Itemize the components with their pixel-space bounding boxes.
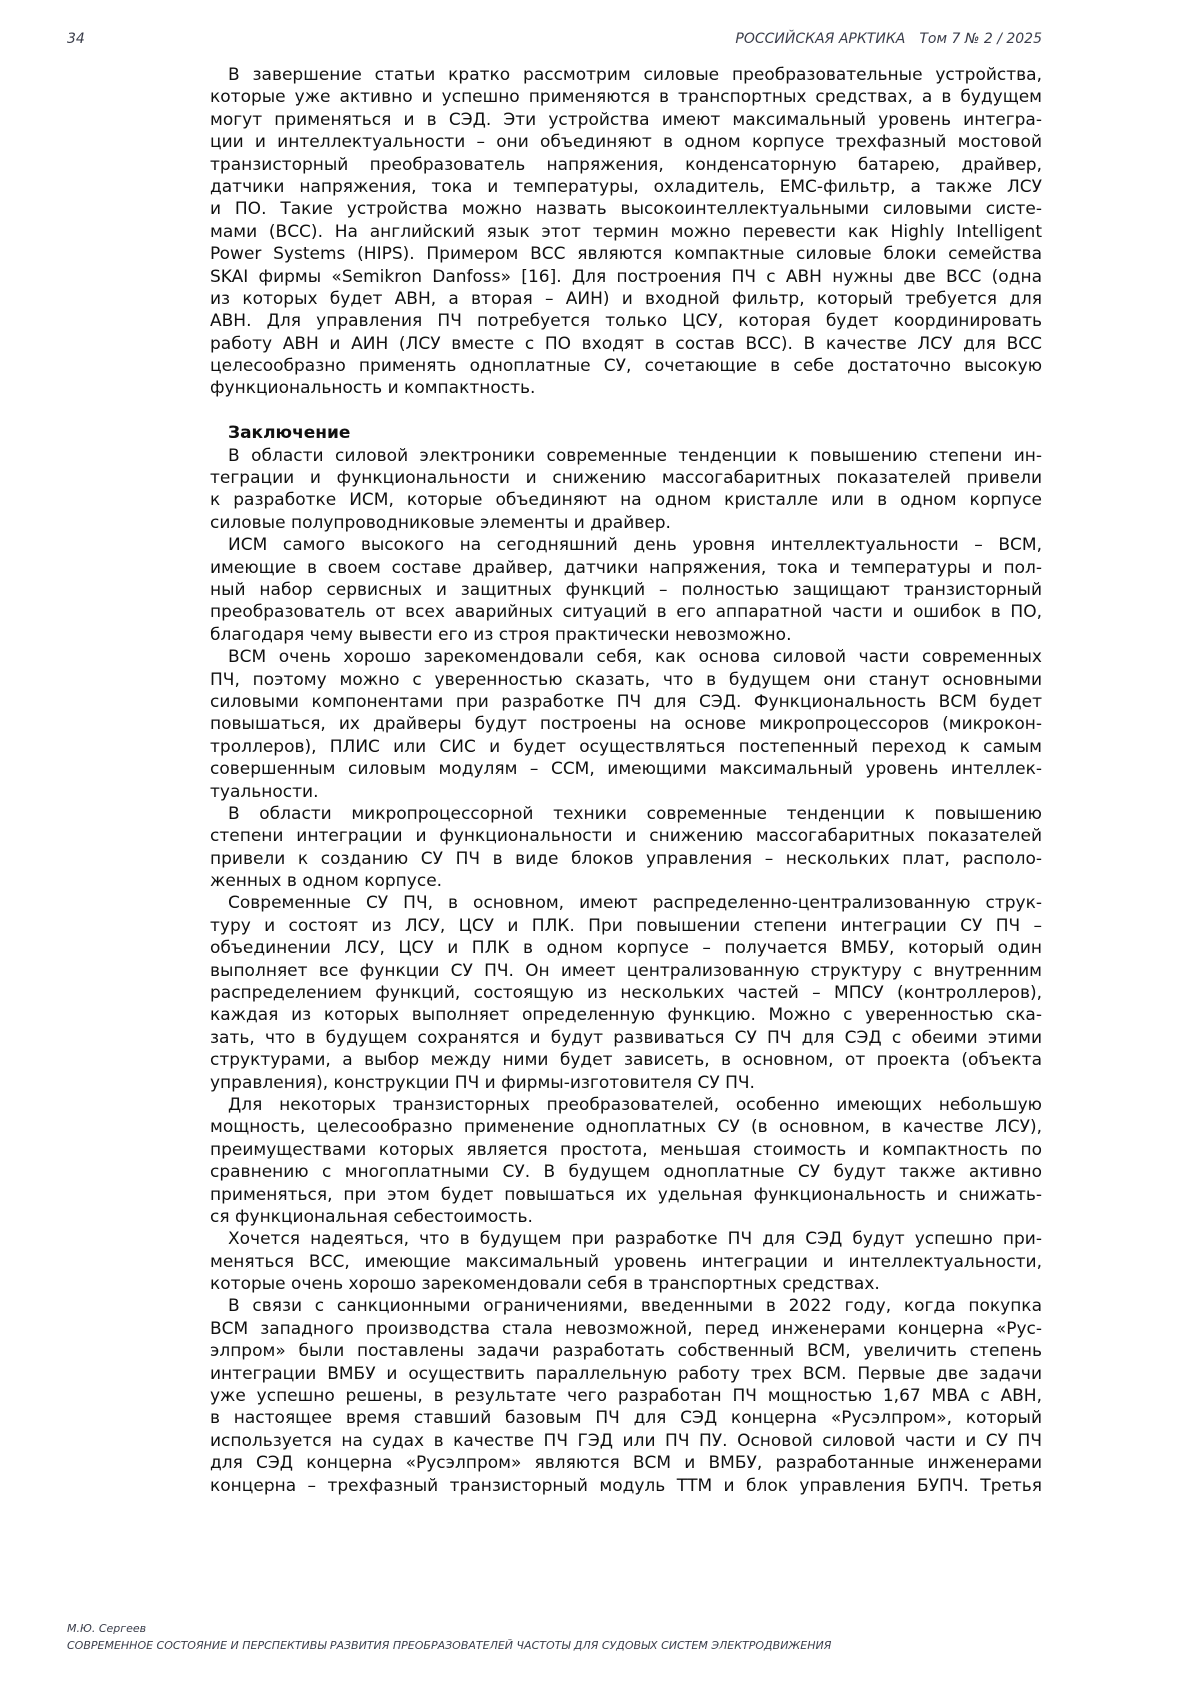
text-line: ции и интеллектуальности – они объединяют в одном корпусе трехфазный мостовой [210,132,1042,153]
text-line: В связи с санкционными ограничениями, введенными в 2022 году, когда покупка [228,1296,1042,1317]
paragraph [210,64,1042,400]
article-section-conclusion [210,445,1042,1497]
text-line: могут применяться и в СЭД. Эти устройства имеют максимальный уровень интегра- [210,109,1042,130]
issue-info: Том 7 № 2 / 2025 [919,31,1042,47]
text-line: зать, что в будущем сохранятся и будут развиваться СУ ПЧ для СЭД с обеими этими [210,1027,1042,1048]
text-line: сравнению с многоплатными СУ. В будущем одноплатные СУ будут также активно [210,1162,1042,1183]
text-line: которые очень хорошо зарекомендовали себя в транспортных средствах. [210,1274,880,1295]
text-line: функциональность и компактность. [210,378,536,399]
journal-title: РОССИЙСКАЯ АРКТИКА [735,31,906,47]
text-line: В области силовой электроники современные тенденции к повышению степени ин- [228,445,1042,466]
text-line: в настоящее время ставший базовым ПЧ для СЭД концерна «Русэлпром», который [210,1408,1042,1429]
paragraph [210,1295,1042,1497]
text-line: преобразователь от всех аварийных ситуаций в его аппаратной части и ошибок в ПО, [210,602,1042,623]
text-line: которые уже активно и успешно применяются в транспортных средствах, а в будущем [210,87,1042,108]
footer-author: М.Ю. Сергеев [67,1622,147,1635]
text-line: интеграции ВМБУ и осуществить параллельную работу трех ВСМ. Первые две задачи [210,1363,1042,1384]
text-line: датчики напряжения, тока и температуры, охладитель, ЕМС-фильтр, а также ЛСУ [210,176,1042,197]
text-line: имеющие в своем составе драйвер, датчики напряжения, тока и температуры и пол- [210,557,1042,578]
text-line: SKAI фирмы «Semikron Danfoss» [16]. Для построения ПЧ с АВН нужны две ВСС (одна [210,266,1042,287]
text-line: мощность, целесообразно применение одноплатных СУ (в основном, в качестве ЛСУ), [210,1117,1042,1138]
paragraph [210,646,1042,803]
text-line: силовыми компонентами при разработке ПЧ для СЭД. Функциональность ВСМ будет [210,691,1042,712]
text-line: каждая из которых выполняет определенную функцию. Можно с уверенностью ска- [210,1005,1042,1026]
text-line: к разработке ИСМ, которые объединяют на одном кристалле или в одном корпусе [210,490,1042,511]
text-line: из которых будет АВН, а вторая – АИН) и входной фильтр, который требуется для [210,288,1042,309]
text-line: для СЭД концерна «Русэлпром» являются ВСМ и ВМБУ, разработанные инженерами [210,1453,1042,1474]
text-line: концерна – трехфазный транзисторный модуль ТТМ и блок управления БУПЧ. Третья [210,1475,1042,1496]
text-line: теграции и функциональности и снижению массогабаритных показателей привели [210,468,1042,489]
text-line: распределением функций, состоящую из нескольких частей – МПСУ (контроллеров), [210,983,1042,1004]
text-line: работу АВН и АИН (ЛСУ вместе с ПО входят в состав ВСС). В качестве ЛСУ для ВСС [210,333,1042,354]
text-line: транзисторный преобразователь напряжения, конденсаторную батарею, драйвер, [210,154,1042,175]
footer-article-title: СОВРЕМЕННОЕ СОСТОЯНИЕ И ПЕРСПЕКТИВЫ РАЗВИТИЯ ПРЕОБРАЗОВАТЕЛЕЙ ЧАСТОТЫ ДЛЯ СУДОВЫХ СИСТЕМ ЭЛЕКТРОДВИЖЕНИЯ [67,1639,832,1652]
text-line: В завершение статьи кратко рассмотрим силовые преобразовательные устройства, [228,65,1042,85]
text-line: структурами, а выбор между ними будет зависеть, в основном, от проекта (объекта [210,1050,1042,1071]
text-line: преимуществами которых является простота, меньшая стоимость и компактность по [210,1139,1042,1160]
article-section-closing [210,64,1042,400]
paragraph [210,1094,1042,1228]
text-line: Power Systems (HIPS). Примером ВСС являются компактные силовые блоки семейства [210,244,1042,265]
text-line: привели к созданию СУ ПЧ в виде блоков управления – нескольких плат, располо- [210,848,1042,869]
page-number: 34 [67,31,85,47]
text-line: используется на судах в качестве ПЧ ГЭД или ПЧ ПУ. Основой силовой части и СУ ПЧ [210,1430,1042,1451]
text-line: меняться ВСС, имеющие максимальный уровень интеграции и интеллектуальности, [210,1251,1042,1272]
text-line: и ПО. Такие устройства можно назвать высокоинтеллектуальными силовыми систе- [210,199,1042,220]
text-line: женных в одном корпусе. [210,871,443,892]
text-line: благодаря чему вывести его из строя практически невозможно. [210,624,792,645]
text-line: туру и состоят из ЛСУ, ЦСУ и ПЛК. При повышении степени интеграции СУ ПЧ – [210,915,1042,936]
text-line: ся функциональная себестоимость. [210,1206,533,1227]
text-line: целесообразно применять одноплатные СУ, сочетающие в себе достаточно высокую [210,356,1042,377]
running-header [735,31,1042,47]
text-line: туальности. [210,781,319,802]
paragraph [210,803,1042,893]
text-line: В области микропроцессорной техники современные тенденции к повышению [228,803,1042,824]
text-line: троллеров), ПЛИС или СИС и будет осуществляться постепенный переход к самым [210,736,1042,757]
paragraph [210,445,1042,535]
text-line: ПЧ, поэтому можно с уверенностью сказать, что в будущем они станут основными [210,669,1042,690]
text-line: ВСМ очень хорошо зарекомендовали себя, как основа силовой части современных [228,647,1042,668]
text-line: уже успешно решены, в результате чего разработан ПЧ мощностью 1,67 МВА с АВН, [210,1386,1042,1407]
text-line: управления), конструкции ПЧ и фирмы-изготовителя СУ ПЧ. [210,1072,755,1093]
text-line: объединении ЛСУ, ЦСУ и ПЛК в одном корпусе – получается ВМБУ, который один [210,938,1042,959]
paragraph [210,892,1042,1094]
text-line: силовые полупроводниковые элементы и драйвер. [210,512,671,533]
text-line: выполняет все функции СУ ПЧ. Он имеет централизованную структуру с внутренним [210,960,1042,981]
text-line: ВСМ западного производства стала невозможной, перед инженерами концерна «Рус- [210,1318,1042,1339]
section-heading-conclusion: Заключение [228,423,351,444]
text-line: степени интеграции и функциональности и снижению массогабаритных показателей [210,826,1042,847]
text-line: совершенным силовым модулям – ССМ, имеющими максимальный уровень интеллек- [210,759,1042,780]
text-line: повышаться, их драйверы будут построены на основе микропроцессоров (микрокон- [210,714,1042,735]
paragraph [210,534,1042,646]
text-line: Хочется надеяться, что в будущем при разработке ПЧ для СЭД будут успешно при- [228,1229,1042,1250]
text-line: Современные СУ ПЧ, в основном, имеют распределенно-централизованную струк- [228,893,1042,914]
text-line: мами (ВСС). На английский язык этот термин можно перевести как Highly Intelligent [210,221,1042,242]
text-line: применяться, при этом будет повышаться их удельная функциональность и снижать- [210,1184,1042,1205]
text-line: ИСМ самого высокого на сегодняшний день уровня интеллектуальности – ВСМ, [228,535,1042,556]
text-line: ный набор сервисных и защитных функций – полностью защищают транзисторный [210,579,1042,600]
text-line: элпром» были поставлены задачи разработать собственный ВСМ, увеличить степень [210,1341,1042,1362]
paragraph [210,1228,1042,1295]
text-line: Для некоторых транзисторных преобразователей, особенно имеющих небольшую [228,1094,1042,1115]
text-line: АВН. Для управления ПЧ потребуется только ЦСУ, которая будет координировать [210,311,1042,332]
article-body [210,64,1042,1497]
